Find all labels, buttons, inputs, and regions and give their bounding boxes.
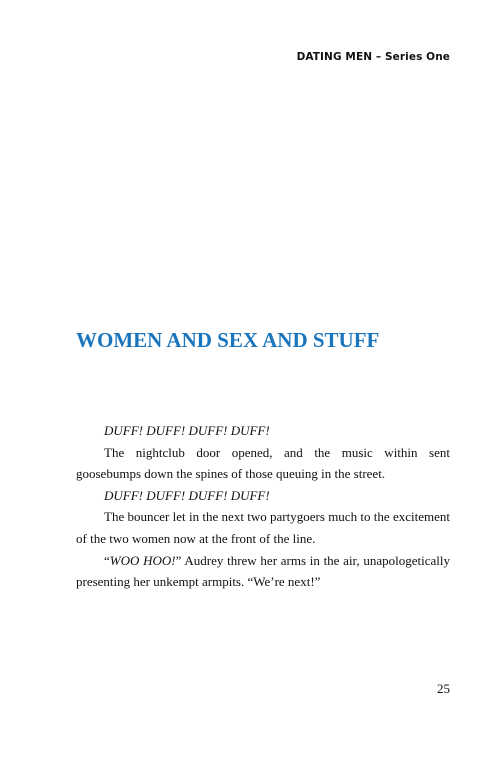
page-number: 25 [437,681,450,696]
open-quote: “ [104,552,110,568]
paragraph-2: The nightclub door opened, and the music within sent goosebumps down the spines of those queuing in the street. [76,444,450,482]
exclamation-text: WOO HOO! [109,552,176,568]
paragraph-3 [76,485,450,507]
chapter-body [76,420,450,593]
running-header: DATING MEN – Series One [296,51,450,63]
chapter-title: WOMEN AND SEX AND STUFF [76,328,380,352]
paragraph-4: The bouncer let in the next two partygoers much to the excitement of the two women now at the front of the line. [76,509,450,546]
paragraph-5 [76,550,450,593]
sound-effect-text: DUFF! DUFF! DUFF! DUFF! [104,423,270,438]
paragraph-1 [76,420,450,442]
sound-effect-text: DUFF! DUFF! DUFF! DUFF! [104,487,270,503]
paragraph-5-rest: ” Audrey threw her arms in the air, unapologetically presenting her unkempt armpits. “We’re next!” [76,552,450,590]
